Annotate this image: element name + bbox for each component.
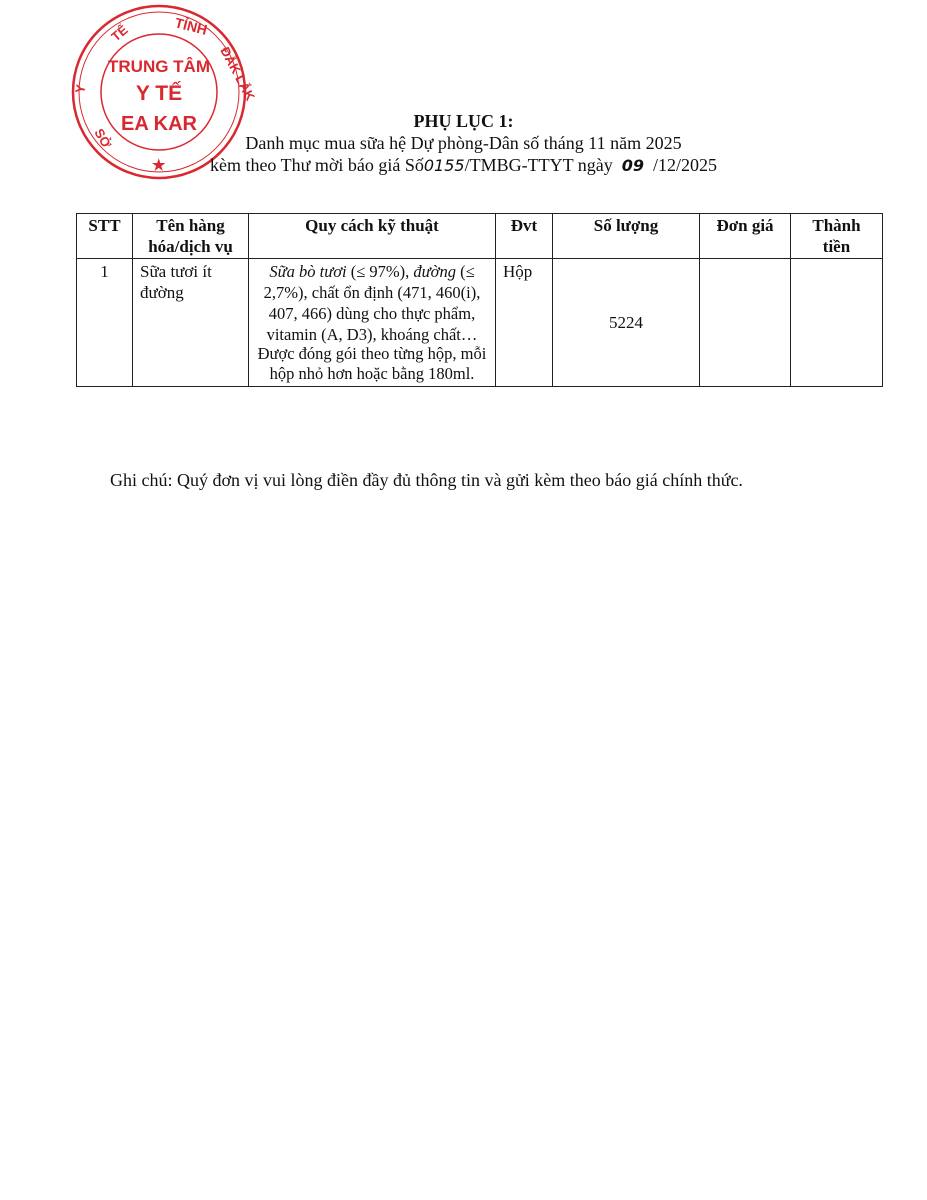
spec-ingredient-sugar: đường — [413, 262, 456, 281]
stamp-ring-left: Y — [72, 83, 89, 95]
reference-suffix: /12/2025 — [653, 155, 718, 175]
stamp-ring-top: TỈNH — [173, 14, 209, 38]
handwritten-day: 09 — [621, 156, 645, 175]
table-header-row — [77, 214, 883, 259]
header-qty: Số lượng — [553, 214, 700, 259]
cell-spec — [249, 259, 496, 387]
spec-ingredients — [256, 261, 488, 345]
appendix-reference-line — [0, 155, 927, 176]
stamp-org-line3: EA KAR — [121, 113, 197, 135]
header-spec: Quy cách kỹ thuật — [249, 214, 496, 259]
reference-middle: /TMBG-TTYT ngày — [464, 155, 613, 175]
spec-ingredient-milk: Sữa bò tươi — [269, 262, 347, 281]
spec-packaging: Được đóng gói theo từng hộp, mỗi hộp nhỏ hơn hoặc bằng 180ml. — [257, 344, 487, 383]
header-stt: STT — [77, 214, 133, 259]
appendix-subtitle: Danh mục mua sữa hệ Dự phòng-Dân số tháng 11 năm 2025 — [245, 133, 682, 153]
footnote: Ghi chú: Quý đơn vị vui lòng điền đầy đủ thông tin và gửi kèm theo báo giá chính thức. — [110, 470, 743, 490]
cell-unit: Hộp — [496, 259, 553, 387]
cell-stt: 1 — [77, 259, 133, 387]
spec-ingredient-milk-value: (≤ 97%), — [346, 262, 414, 281]
header-name: Tên hàng hóa/dịch vụ — [133, 214, 249, 259]
header-price: Đơn giá — [700, 214, 791, 259]
appendix-title: PHỤ LỤC 1: — [413, 111, 514, 131]
stamp-star-icon: ★ — [152, 157, 166, 174]
header-unit: Đvt — [496, 214, 553, 259]
handwritten-doc-number: 0155 — [423, 156, 465, 175]
cell-qty: 5224 — [553, 259, 700, 387]
stamp-org-line2: Y TẾ — [135, 82, 183, 105]
stamp-ring-bottom-left: SỞ — [91, 126, 115, 151]
cell-price[interactable] — [700, 259, 791, 387]
goods-table — [76, 213, 883, 387]
stamp-ring-upper-left: TẾ — [108, 22, 131, 45]
stamp-org-line1: TRUNG TÂM — [108, 57, 210, 76]
cell-total[interactable] — [791, 259, 883, 387]
header-total: Thành tiền — [791, 214, 883, 259]
stamp-ring-right: ĐẮK LẮK — [217, 44, 259, 104]
cell-name: Sữa tươi ít đường — [133, 259, 249, 387]
spec-rest: (≤ 2,7%), chất ổn định (471, 460(i), 407, 466) dùng cho thực phẩm, vitamin (A, D3), khoáng chất… — [263, 262, 481, 344]
reference-prefix: kèm theo Thư mời báo giá Số — [209, 155, 424, 175]
table-row — [77, 259, 883, 387]
